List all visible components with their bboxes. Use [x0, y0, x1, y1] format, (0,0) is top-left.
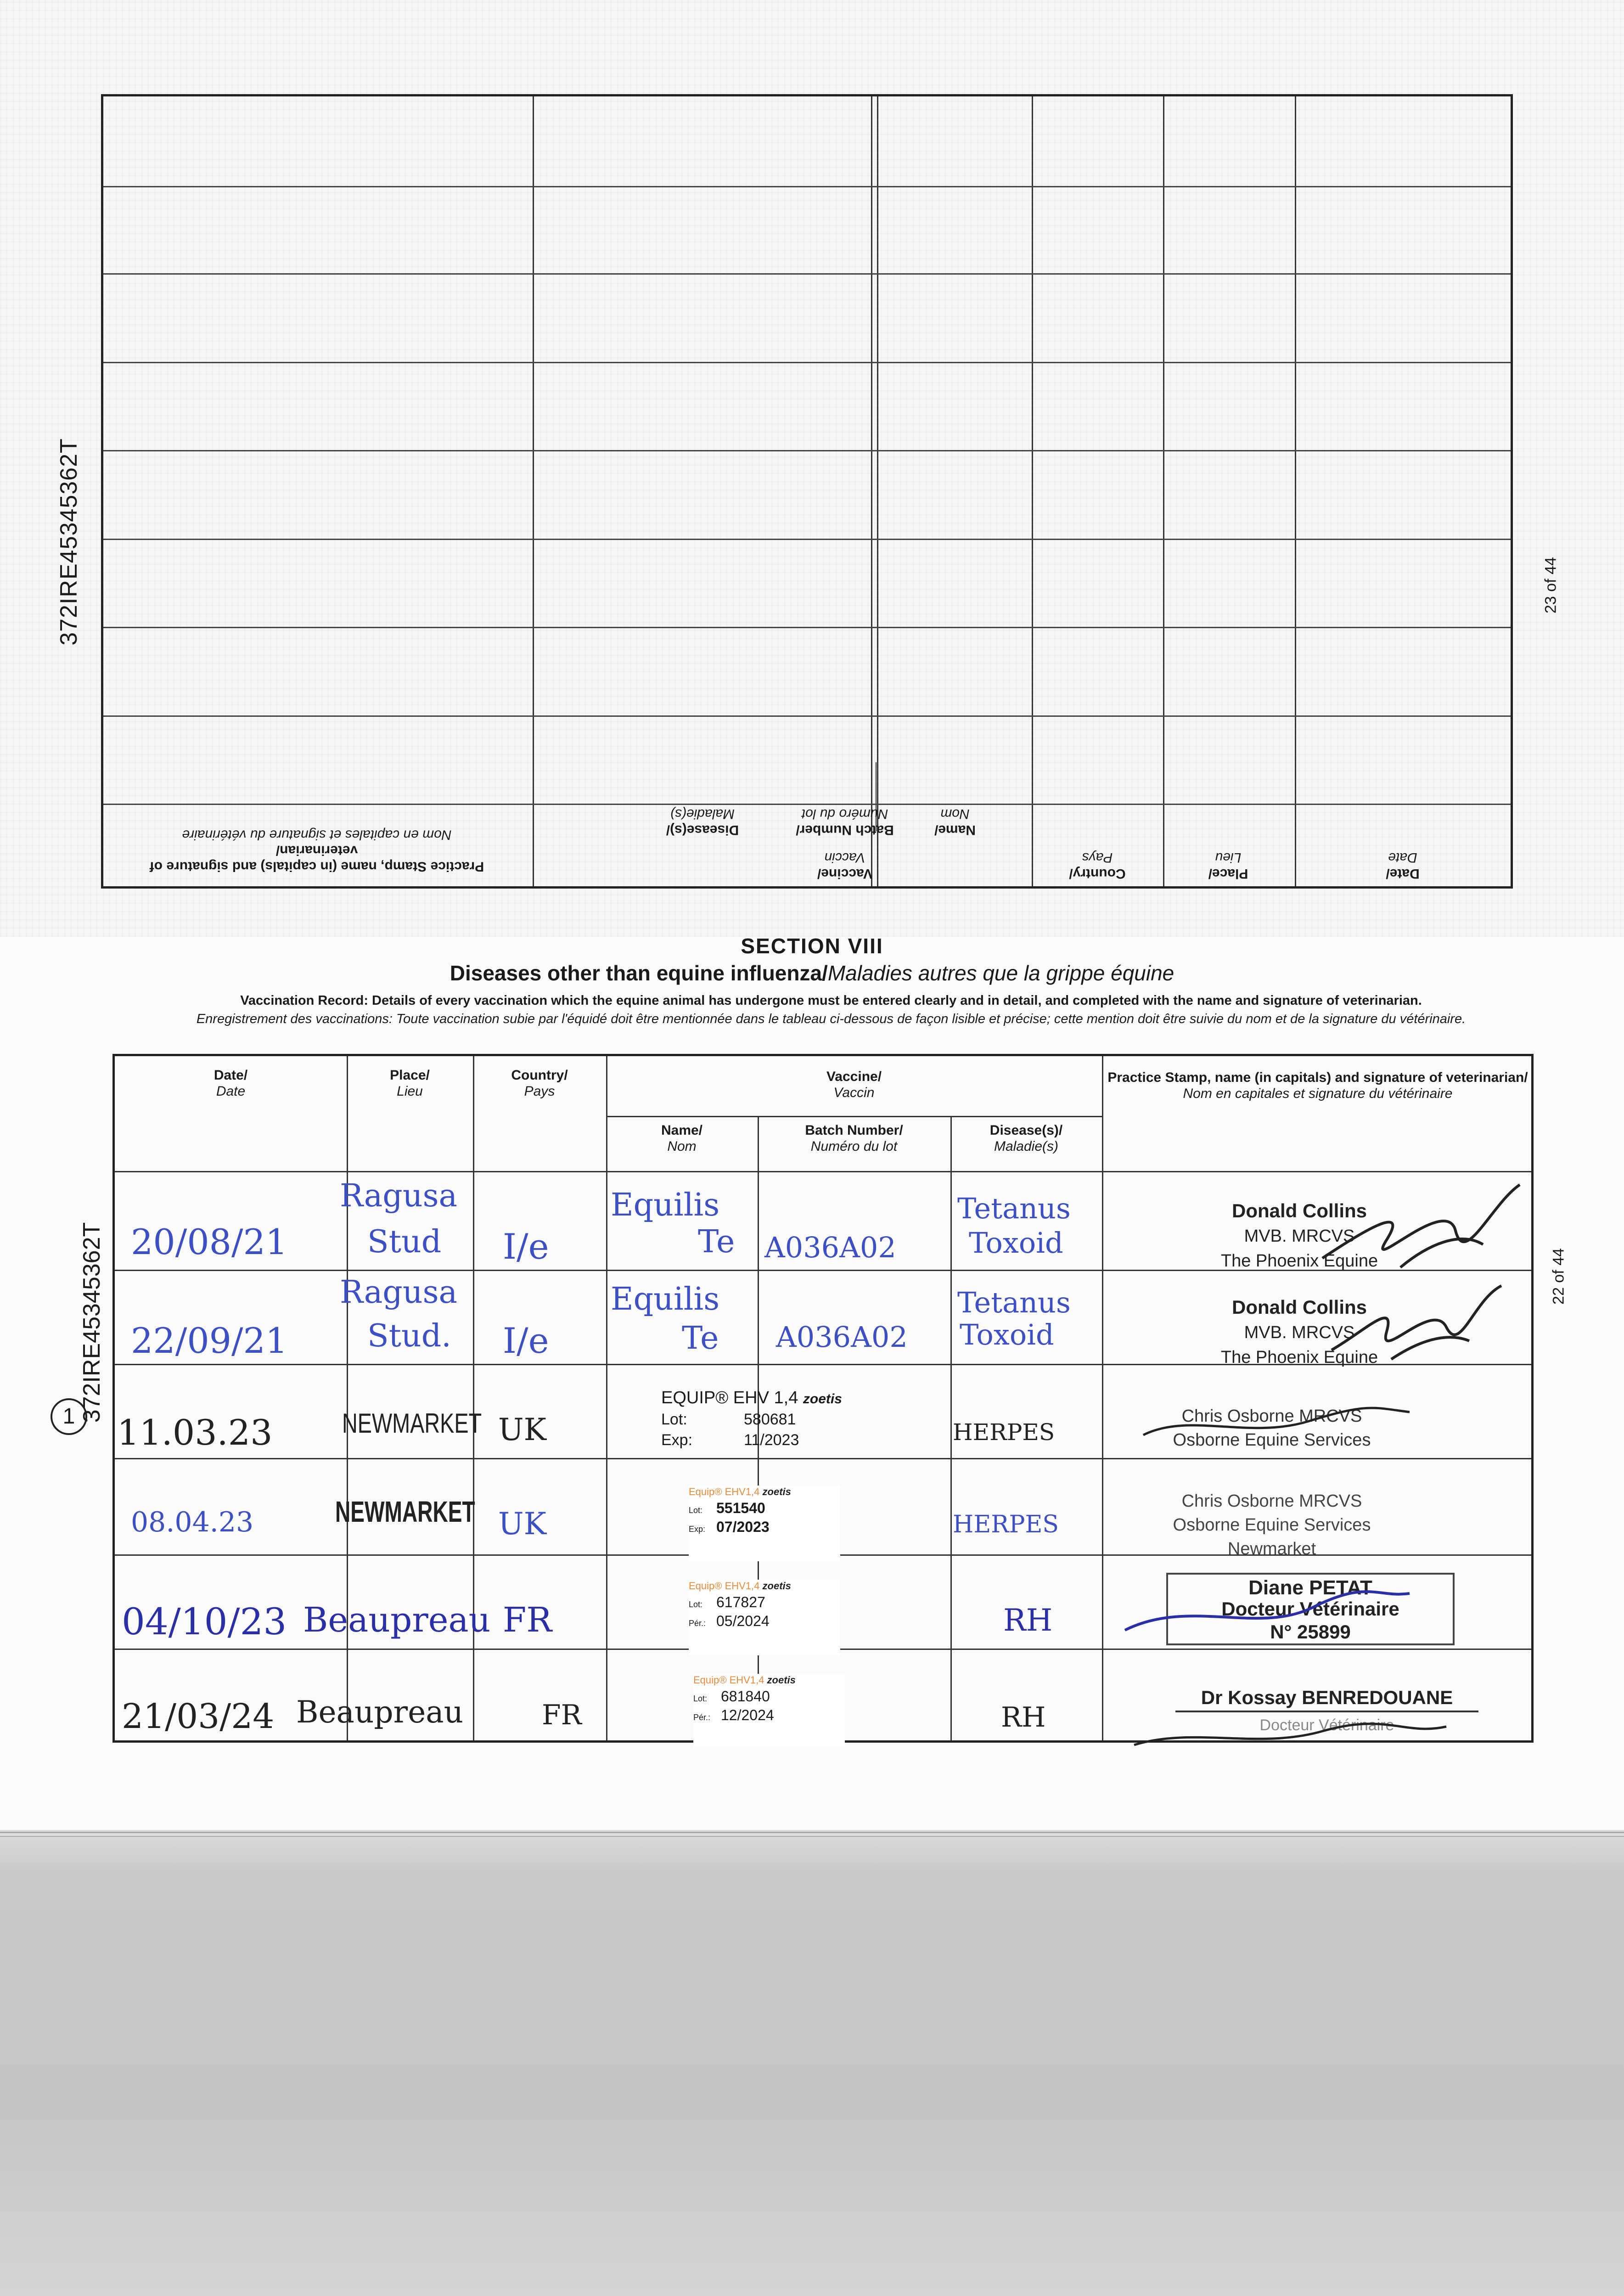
page-title-en: Diseases other than equine influenza/ [450, 961, 828, 985]
row4-sticker-maker: zoetis [762, 1486, 791, 1497]
upper-horse-id-text: 372IRE45345362T [56, 438, 82, 646]
row6-sticker-exp: 12/2024 [721, 1707, 774, 1724]
header-place-en: Place/ [390, 1068, 430, 1083]
intro-text-fr: Enregistrement des vaccinations: Toute vaccination subie par l'équidé doit être mentionnée dans le tableau ci-dessous de façon lisible et précise; cette mention doit être suivie du nom et de la signature du vétérinaire. [196, 1012, 1466, 1026]
upper-header-disease-en: Disease(s)/ [666, 822, 739, 838]
row1-country: I/e [503, 1226, 549, 1267]
upper-header-stamp [108, 827, 526, 874]
row5-sticker-lot-label: Lot: [689, 1599, 703, 1609]
header-stamp [1107, 1070, 1529, 1102]
row1-vaccine-name-line2: Te [698, 1224, 735, 1260]
header-disease-en: Disease(s)/ [989, 1123, 1063, 1138]
header-vaccine [606, 1069, 1102, 1101]
upper-empty-vaccination-table [101, 94, 1513, 889]
upper-header-name-en: Name/ [934, 822, 976, 838]
row6-sticker-lot: 681840 [721, 1688, 770, 1705]
row3-disease: HERPES [953, 1419, 1055, 1446]
row2-vet-name: Donald Collins [1232, 1296, 1367, 1318]
row3-vet-name: Chris Osborne MRCVS [1181, 1407, 1362, 1426]
header-name-en: Name/ [661, 1123, 703, 1138]
upper-row-divider [103, 804, 1511, 805]
upper-header-date [1297, 850, 1508, 881]
row4-country: UK [498, 1506, 546, 1542]
row3-vet-practice: Osborne Equine Services [1173, 1430, 1371, 1450]
upper-row-divider [103, 273, 1511, 275]
row6-sticker-maker: zoetis [767, 1674, 796, 1686]
upper-col-divider [877, 96, 878, 886]
upper-row-divider [103, 715, 1511, 717]
row4-vet-practice: Osborne Equine Services [1173, 1515, 1371, 1535]
row1-vaccine-name-line1: Equilis [611, 1187, 720, 1223]
row6-vet-title: Docteur Vétérinaire [1259, 1716, 1394, 1734]
upper-row-divider [103, 450, 1511, 451]
row5-sticker-exp: 05/2024 [716, 1613, 770, 1630]
header-stamp-en: Practice Stamp, name (in capitals) and signature of veterinarian/ [1107, 1070, 1528, 1085]
upper-header-country-en: Country/ [1069, 866, 1126, 881]
upper-header-batch-en: Batch Number/ [796, 822, 894, 838]
row3-country: UK [498, 1412, 546, 1447]
row3-sticker-maker: zoetis [803, 1391, 842, 1407]
upper-header-country [1035, 850, 1159, 881]
header-place-fr: Lieu [397, 1083, 423, 1099]
row1-disease-line1: Tetanus [957, 1192, 1071, 1225]
lower-horse-id-text: 372IRE45345362T [79, 1222, 105, 1423]
row3-sticker-lot-label: Lot: [661, 1411, 687, 1429]
upper-header-name-fr: Nom [940, 806, 970, 822]
row2-place-line2: Stud. [367, 1318, 451, 1354]
header-batch-en: Batch Number/ [805, 1123, 903, 1138]
row1-place-line1: Ragusa [340, 1178, 458, 1214]
row6-signature-icon [1129, 1708, 1451, 1759]
upper-col-divider [1032, 96, 1033, 886]
row3-date: 11.03.23 [117, 1412, 273, 1453]
row3-sticker-brand: EQUIP® EHV 1,4 [661, 1388, 798, 1407]
header-disease-fr: Maladie(s) [994, 1138, 1059, 1154]
row5-vet-number: N° 25899 [1270, 1621, 1351, 1643]
row5-country: FR [503, 1600, 552, 1640]
row1-vet-practice: The Phoenix Equine [1220, 1251, 1378, 1271]
row2-disease-line2: Toxoid [960, 1318, 1054, 1351]
upper-col-divider [1295, 96, 1296, 886]
row2-place-line1: Ragusa [340, 1274, 458, 1311]
row3-place: NEWMARKET [342, 1408, 482, 1439]
row4-sticker-brand: Equip® EHV1,4 [689, 1486, 760, 1497]
row4-vet-town: Newmarket [1227, 1539, 1316, 1559]
intro-text-en: Vaccination Record: Details of every vaccination which the equine animal has undergone must be entered clearly and in detail, and completed with the name and signature of veterinarian. [240, 993, 1422, 1008]
row4-disease: HERPES [953, 1511, 1059, 1538]
upper-header-country-fr: Pays [1082, 850, 1113, 866]
header-name-fr: Nom [667, 1138, 697, 1154]
row3-sticker-exp-label: Exp: [661, 1431, 693, 1449]
row6-disease: RH [1001, 1701, 1046, 1733]
row4-sticker-lot: 551540 [716, 1499, 765, 1516]
row2-vaccine-name-line1: Equilis [611, 1281, 720, 1317]
row2-signature-icon [1322, 1281, 1515, 1373]
row2-country: I/e [503, 1320, 549, 1361]
upper-header-name [884, 806, 1026, 838]
upper-header-vaccine-en: Vaccine/ [817, 866, 873, 881]
header-place [347, 1068, 473, 1099]
row5-vaccine-sticker [689, 1580, 840, 1655]
row6-place: Beaupreau [296, 1694, 464, 1730]
upper-header-disease-fr: Maladie(s) [670, 806, 735, 822]
row6-country: FR [542, 1699, 582, 1731]
row1-place-line2: Stud [367, 1224, 442, 1260]
page-title-fr: Maladies autres que la grippe équine [827, 961, 1174, 985]
upper-col-divider [871, 96, 872, 886]
header-date-fr: Date [216, 1083, 246, 1099]
upper-col-divider [533, 96, 534, 886]
header-vaccine-fr: Vaccin [833, 1085, 875, 1100]
header-disease [950, 1123, 1102, 1154]
header-country [473, 1068, 606, 1099]
row2-date: 22/09/21 [131, 1320, 288, 1361]
upper-row-divider [103, 627, 1511, 628]
upper-header-stamp-fr: Nom en capitales et signature du vétérinaire [182, 827, 452, 843]
row6-vet-name: Dr Kossay BENREDOUANE [1175, 1685, 1478, 1712]
row3-vaccine-sticker [661, 1387, 891, 1474]
header-subdivider [606, 1116, 1102, 1117]
row6-sticker-lot-label: Lot: [693, 1694, 708, 1703]
upper-row-divider [103, 539, 1511, 540]
row1-vet-qualification: MVB. MRCVS [1244, 1227, 1355, 1246]
row1-date: 20/08/21 [131, 1221, 288, 1262]
row6-vaccine-sticker [693, 1674, 845, 1747]
row2-vet-practice: The Phoenix Equine [1220, 1348, 1378, 1367]
row4-date: 08.04.23 [131, 1506, 254, 1538]
col-divider [1102, 1056, 1103, 1740]
circled-number: 1 [51, 1398, 87, 1435]
upper-header-stamp-en: Practice Stamp, name (in capitals) and signature of veterinarian/ [149, 843, 484, 874]
header-vaccine-en: Vaccine/ [826, 1069, 882, 1084]
row3-sticker-exp: 11/2023 [744, 1431, 799, 1449]
row5-vet-name: Diane PETAT [1248, 1576, 1372, 1599]
header-date-en: Date/ [214, 1068, 248, 1083]
row6-sticker-brand: Equip® EHV1,4 [693, 1674, 764, 1686]
header-batch [758, 1123, 950, 1154]
upper-header-vaccine [680, 850, 1010, 881]
row2-batch: A036A02 [776, 1320, 908, 1354]
upper-row-divider [103, 362, 1511, 363]
row1-vet-name: Donald Collins [1232, 1200, 1367, 1221]
header-date [115, 1068, 347, 1099]
row2-disease-line1: Tetanus [957, 1286, 1071, 1319]
row4-sticker-exp: 07/2023 [716, 1519, 770, 1536]
upper-col-divider [1163, 96, 1164, 886]
row5-place: Beaupreau [303, 1600, 491, 1640]
row2-vet-qualification: MVB. MRCVS [1244, 1323, 1355, 1342]
row4-vet-name: Chris Osborne MRCVS [1181, 1491, 1362, 1511]
row4-sticker-lot-label: Lot: [689, 1505, 703, 1515]
row5-disease: RH [1003, 1603, 1053, 1638]
upper-header-date-en: Date/ [1386, 866, 1420, 881]
header-batch-fr: Numéro du lot [810, 1138, 898, 1154]
upper-header-place-fr: Lieu [1215, 850, 1242, 866]
row6-sticker-exp-label: Pér.: [693, 1713, 711, 1722]
col-divider [606, 1056, 607, 1740]
row1-signature-icon [1309, 1176, 1547, 1290]
row1-batch: A036A02 [764, 1231, 896, 1264]
header-stamp-fr: Nom en capitales et signature du vétérinaire [1183, 1086, 1453, 1101]
upper-header-batch-fr: Numéro du lot [801, 806, 888, 822]
row2-vaccine-name-line2: Te [682, 1320, 719, 1356]
upper-page-number-text: 23 of 44 [1542, 557, 1560, 613]
upper-page [0, 0, 1624, 937]
row5-signature-icon [1120, 1580, 1414, 1649]
header-row-divider [115, 1171, 1531, 1172]
row3-sticker-lot: 580681 [744, 1411, 796, 1429]
upper-header-place-en: Place/ [1208, 866, 1248, 881]
page-title [0, 961, 1624, 985]
row4-place: NEWMARKET [335, 1495, 475, 1528]
upper-header-vaccine-fr: Vaccin [824, 850, 865, 866]
lower-page-number-text: 22 of 44 [1550, 1248, 1568, 1305]
upper-row-divider [103, 186, 1511, 187]
header-country-fr: Pays [524, 1083, 555, 1099]
row5-date: 04/10/23 [122, 1600, 287, 1643]
plastic-sleeve [0, 1837, 1624, 2296]
row5-sticker-exp-label: Pér.: [689, 1619, 706, 1628]
row5-vet-title: Docteur Vétérinaire [1221, 1598, 1399, 1620]
col-divider [950, 1116, 952, 1740]
section-title: SECTION VIII [741, 937, 883, 955]
row5-sticker-brand: Equip® EHV1,4 [689, 1580, 760, 1592]
row5-sticker-maker: zoetis [762, 1580, 791, 1592]
header-name [606, 1123, 758, 1154]
row5-sticker-lot: 617827 [716, 1593, 765, 1610]
row4-sticker-exp-label: Exp: [689, 1525, 706, 1534]
row3-signature-icon [1134, 1394, 1419, 1458]
upper-header-date-fr: Date [1388, 850, 1417, 866]
row1-disease-line2: Toxoid [969, 1226, 1063, 1260]
row4-vaccine-sticker [689, 1486, 840, 1561]
row6-date: 21/03/24 [122, 1697, 275, 1736]
upper-header-place [1166, 850, 1290, 881]
header-country-en: Country/ [511, 1068, 568, 1083]
